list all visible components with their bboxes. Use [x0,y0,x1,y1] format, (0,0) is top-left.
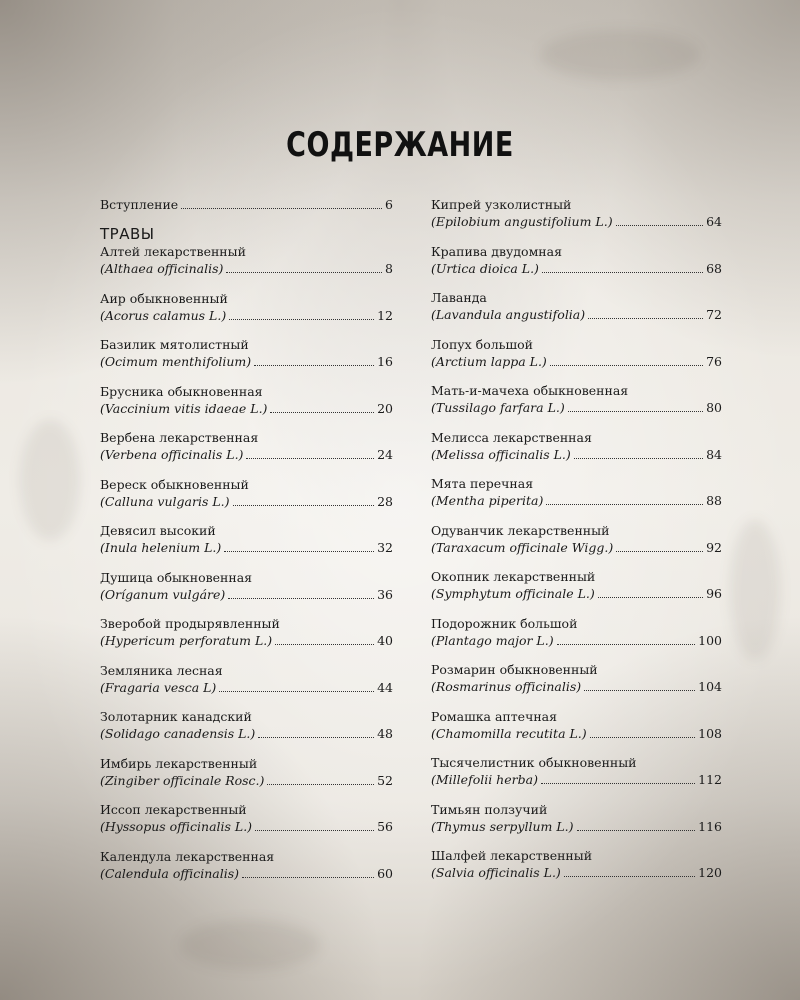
toc-entry-latin: (Hypericum perforatum L.) [100,633,273,648]
toc-entry-latin-row [100,260,393,277]
toc-right-column [431,196,722,894]
toc-entry-latin: (Melissa officinalis L.) [431,446,571,462]
toc-entry-name: Подорожник большой [431,615,578,631]
leader-dots [616,224,704,226]
toc-page-number: 56 [377,819,393,834]
leader-dots [546,503,703,505]
toc-entry[interactable] [100,755,393,789]
toc-entry[interactable] [431,661,722,695]
leader-dots [229,318,374,320]
toc-page-number: 40 [377,633,393,648]
toc-entry-name: Календула лекарственная [100,848,275,864]
toc-entry-latin-row [100,307,393,324]
toc-page-number: 72 [706,307,722,322]
toc-list-left [100,243,393,882]
leader-dots [224,550,374,552]
toc-page-number: 16 [377,354,393,369]
leader-dots [275,643,374,645]
toc-page-number: 64 [706,214,722,229]
toc-entry-name: Лопух большой [431,336,533,352]
toc-entry-latin: (Acorus calamus L.) [100,307,227,323]
toc-entry-name: Мелисса лекарственная [431,429,592,445]
toc-entry-label: Вступление [100,197,179,212]
toc-entry[interactable] [431,429,722,463]
toc-entry-latin-row [431,818,722,835]
toc-page-number: 44 [377,679,393,695]
toc-entry[interactable] [100,522,393,556]
toc-entry-latin-row [100,865,393,882]
leader-dots [588,317,703,319]
leader-dots [254,364,374,366]
leader-dots [181,207,382,209]
leader-dots [228,597,374,599]
toc-entry-name: Брусника обыкновенная [100,383,263,399]
toc-page-number: 120 [698,865,722,880]
toc-entry-latin-row [431,492,722,509]
toc-entry[interactable] [100,476,393,510]
toc-entry-latin-row [431,864,722,881]
toc-entry-latin: (Plantago major L.) [431,632,554,648]
toc-page-number: 108 [698,725,722,741]
toc-entry[interactable] [431,568,722,602]
toc-entry-latin-row [431,353,722,370]
toc-entry[interactable] [100,290,393,324]
toc-entry-name: Вереск обыкновенный [100,476,249,492]
leader-dots [577,829,696,831]
toc-page-number: 104 [698,679,722,694]
toc-page-number: 8 [385,261,393,276]
toc-entry-name: Тимьян ползучий [431,801,548,817]
toc-entry-name: Зверобой продырявленный [100,616,280,631]
toc-entry-latin: (Solidago canadensis L.) [100,726,256,741]
toc-entry-name: Тысячелистник обыкновенный [431,755,637,770]
toc-entry[interactable] [100,615,393,649]
toc-page-number: 100 [698,632,722,648]
toc-entry-latin: (Salvia officinalis L.) [431,865,561,880]
toc-page-number: 20 [377,400,393,416]
toc-entry-name: Окопник лекарственный [431,569,596,584]
toc-page-number: 68 [706,260,722,276]
toc-page-number: 48 [377,726,393,741]
toc-page-number: 116 [698,818,722,834]
toc-entry-name: Базилик мятолистный [100,337,249,352]
toc-entry-latin-row [100,818,393,835]
toc-entry-latin-row [100,539,393,556]
toc-entry[interactable] [431,801,722,835]
toc-entry[interactable] [431,475,722,509]
toc-page-number: 80 [706,400,722,415]
toc-entry-latin: (Lavandula angustifolia) [431,307,586,322]
toc-entry-name: Золотарник канадский [100,709,252,724]
toc-entry-name: Одуванчик лекарственный [431,522,610,538]
toc-entry-latin: (Oríganum vulgáre) [100,586,226,602]
toc-entry[interactable] [431,196,722,230]
paper-stain [20,420,80,540]
toc-entry-latin-row [431,539,722,556]
toc-entry-latin: (Symphytum officinale L.) [431,586,595,601]
toc-entry[interactable] [100,708,393,742]
toc-entry[interactable] [431,522,722,556]
toc-entry-name: Душица обыкновенная [100,569,253,585]
toc-entry-latin-row [431,678,722,695]
toc-page-number: 60 [377,865,393,881]
toc-entry-latin-row [431,585,722,602]
toc-entry-latin-row [431,213,722,230]
page-title: СОДЕРЖАНИЕ [286,126,514,165]
toc-entry[interactable] [100,569,393,603]
toc-entry-intro[interactable] [100,196,393,213]
toc-entry-latin-row [100,446,393,463]
leader-dots [568,410,703,412]
leader-dots [242,876,374,878]
leader-dots [219,690,374,692]
section-heading: ТРАВЫ [100,225,155,243]
toc-entry-name: Иссоп лекарственный [100,802,247,817]
toc-entry-latin: (Tussilago farfara L.) [431,400,565,415]
leader-dots [258,736,374,738]
toc-page-number: 76 [706,353,722,369]
toc-entry[interactable] [100,383,393,417]
leader-dots [564,875,695,877]
toc-entry-latin-row [100,586,393,603]
toc-entry-latin-row [431,632,722,649]
toc-page-number: 88 [706,493,722,508]
leader-dots [557,643,696,645]
toc-entry-latin: (Fragaria vesca L) [100,679,217,695]
toc-entry-latin: (Chamomilla recutita L.) [431,725,587,741]
toc-page-number: 32 [377,540,393,555]
leader-dots [584,689,695,691]
toc-entry[interactable] [100,429,393,463]
toc-entry-name: Имбирь лекарственный [100,755,258,771]
toc-page-number: 6 [385,197,393,212]
toc-entry-latin: (Thymus serpyllum L.) [431,818,574,834]
toc-entry-name: Ромашка аптечная [431,708,558,724]
toc-entry-latin: (Urtica dioica L.) [431,260,539,276]
toc-page-number: 28 [377,493,393,509]
toc-list-right [431,196,722,881]
toc-entry-latin: (Zingiber officinale Rosc.) [100,772,265,788]
toc-entry-latin-row [431,771,722,788]
toc-entry-latin: (Calendula officinalis) [100,865,239,881]
toc-entry-latin-row [100,400,393,417]
leader-dots [598,596,703,598]
toc-entry[interactable] [100,662,393,696]
toc-page-number: 92 [706,539,722,555]
leader-dots [542,271,703,273]
leader-dots [246,457,374,459]
toc-entry-latin: (Rosmarinus officinalis) [431,679,582,694]
toc-entry[interactable] [431,336,722,370]
toc-entry[interactable] [431,243,722,277]
toc-entry-name: Земляника лесная [100,662,223,678]
toc-entry-name: Аир обыкновенный [100,290,228,306]
toc-entry-latin-row [431,260,722,277]
toc-entry-latin-row [100,632,393,649]
toc-entry-latin: (Inula helenium L.) [100,540,222,555]
toc-page-number: 24 [377,447,393,462]
toc-page-number: 52 [377,772,393,788]
toc-left-column [100,196,393,894]
toc-entry-latin: (Althaea officinalis) [100,261,224,276]
toc-entry-latin: (Arctium lappa L.) [431,353,547,369]
toc-entry[interactable] [100,336,393,370]
toc-entry-latin-row [431,725,722,742]
leader-dots [233,504,375,506]
toc-entry[interactable] [431,754,722,788]
toc-entry-name: Вербена лекарственная [100,430,259,445]
toc-entry-latin-row [100,353,393,370]
toc-page-number: 84 [706,446,722,462]
leader-dots [267,783,374,785]
leader-dots [270,411,374,413]
paper-stain [730,520,780,660]
toc-entry-latin: (Mentha piperita) [431,493,544,508]
toc-entry-latin: (Calluna vulgaris L.) [100,493,230,509]
toc-entry-name: Кипрей узколистный [431,197,572,212]
toc-entry-latin: (Ocimum menthifolium) [100,354,252,369]
toc-entry[interactable] [431,708,722,742]
toc-entry-name: Лаванда [431,290,487,305]
toc-entry-latin: (Taraxacum officinale Wigg.) [431,539,614,555]
toc-entry-name: Девясил высокий [100,523,216,538]
toc-entry[interactable] [100,801,393,835]
toc-entry-latin-row [100,772,393,789]
toc-entry-latin: (Epilobium angustifolium L.) [431,214,613,229]
leader-dots [541,782,695,784]
toc-entry[interactable] [100,848,393,882]
toc-entry-name: Крапива двудомная [431,243,562,259]
leader-dots [226,271,382,273]
toc-entry[interactable] [431,615,722,649]
paper-stain [180,920,320,970]
toc-entry[interactable] [431,289,722,323]
toc-page-number: 36 [377,586,393,602]
toc-entry-latin-row [100,725,393,742]
leader-dots [255,829,374,831]
toc-page-number: 112 [698,772,722,787]
toc-entry-name: Алтей лекарственный [100,244,246,259]
toc-entry-name: Мать-и-мачеха обыкновенная [431,383,629,398]
toc-entry-name: Розмарин обыкновенный [431,662,598,677]
toc-entry-latin: (Millefolii herba) [431,772,538,787]
paper-stain [540,30,700,80]
leader-dots [550,364,703,366]
toc-entry-latin: (Hyssopus officinalis L.) [100,819,253,834]
leader-dots [574,457,703,459]
toc-entry-latin: (Vaccinium vitis idaeae L.) [100,400,268,416]
leader-dots [616,550,703,552]
toc-entry[interactable] [100,243,393,277]
leader-dots [590,736,696,738]
toc-entry-latin-row [431,306,722,323]
toc-entry[interactable] [431,382,722,416]
toc-entry-name: Шалфей лекарственный [431,848,593,863]
toc-entry-latin-row [100,679,393,696]
toc-entry[interactable] [431,847,722,881]
toc-page-number: 96 [706,586,722,601]
toc-entry-latin-row [431,399,722,416]
toc-entry-latin: (Verbena officinalis L.) [100,447,244,462]
toc-page-number: 12 [377,307,393,323]
toc-entry-latin-row [431,446,722,463]
toc-entry-name: Мята перечная [431,476,534,491]
toc-entry-latin-row [100,493,393,510]
